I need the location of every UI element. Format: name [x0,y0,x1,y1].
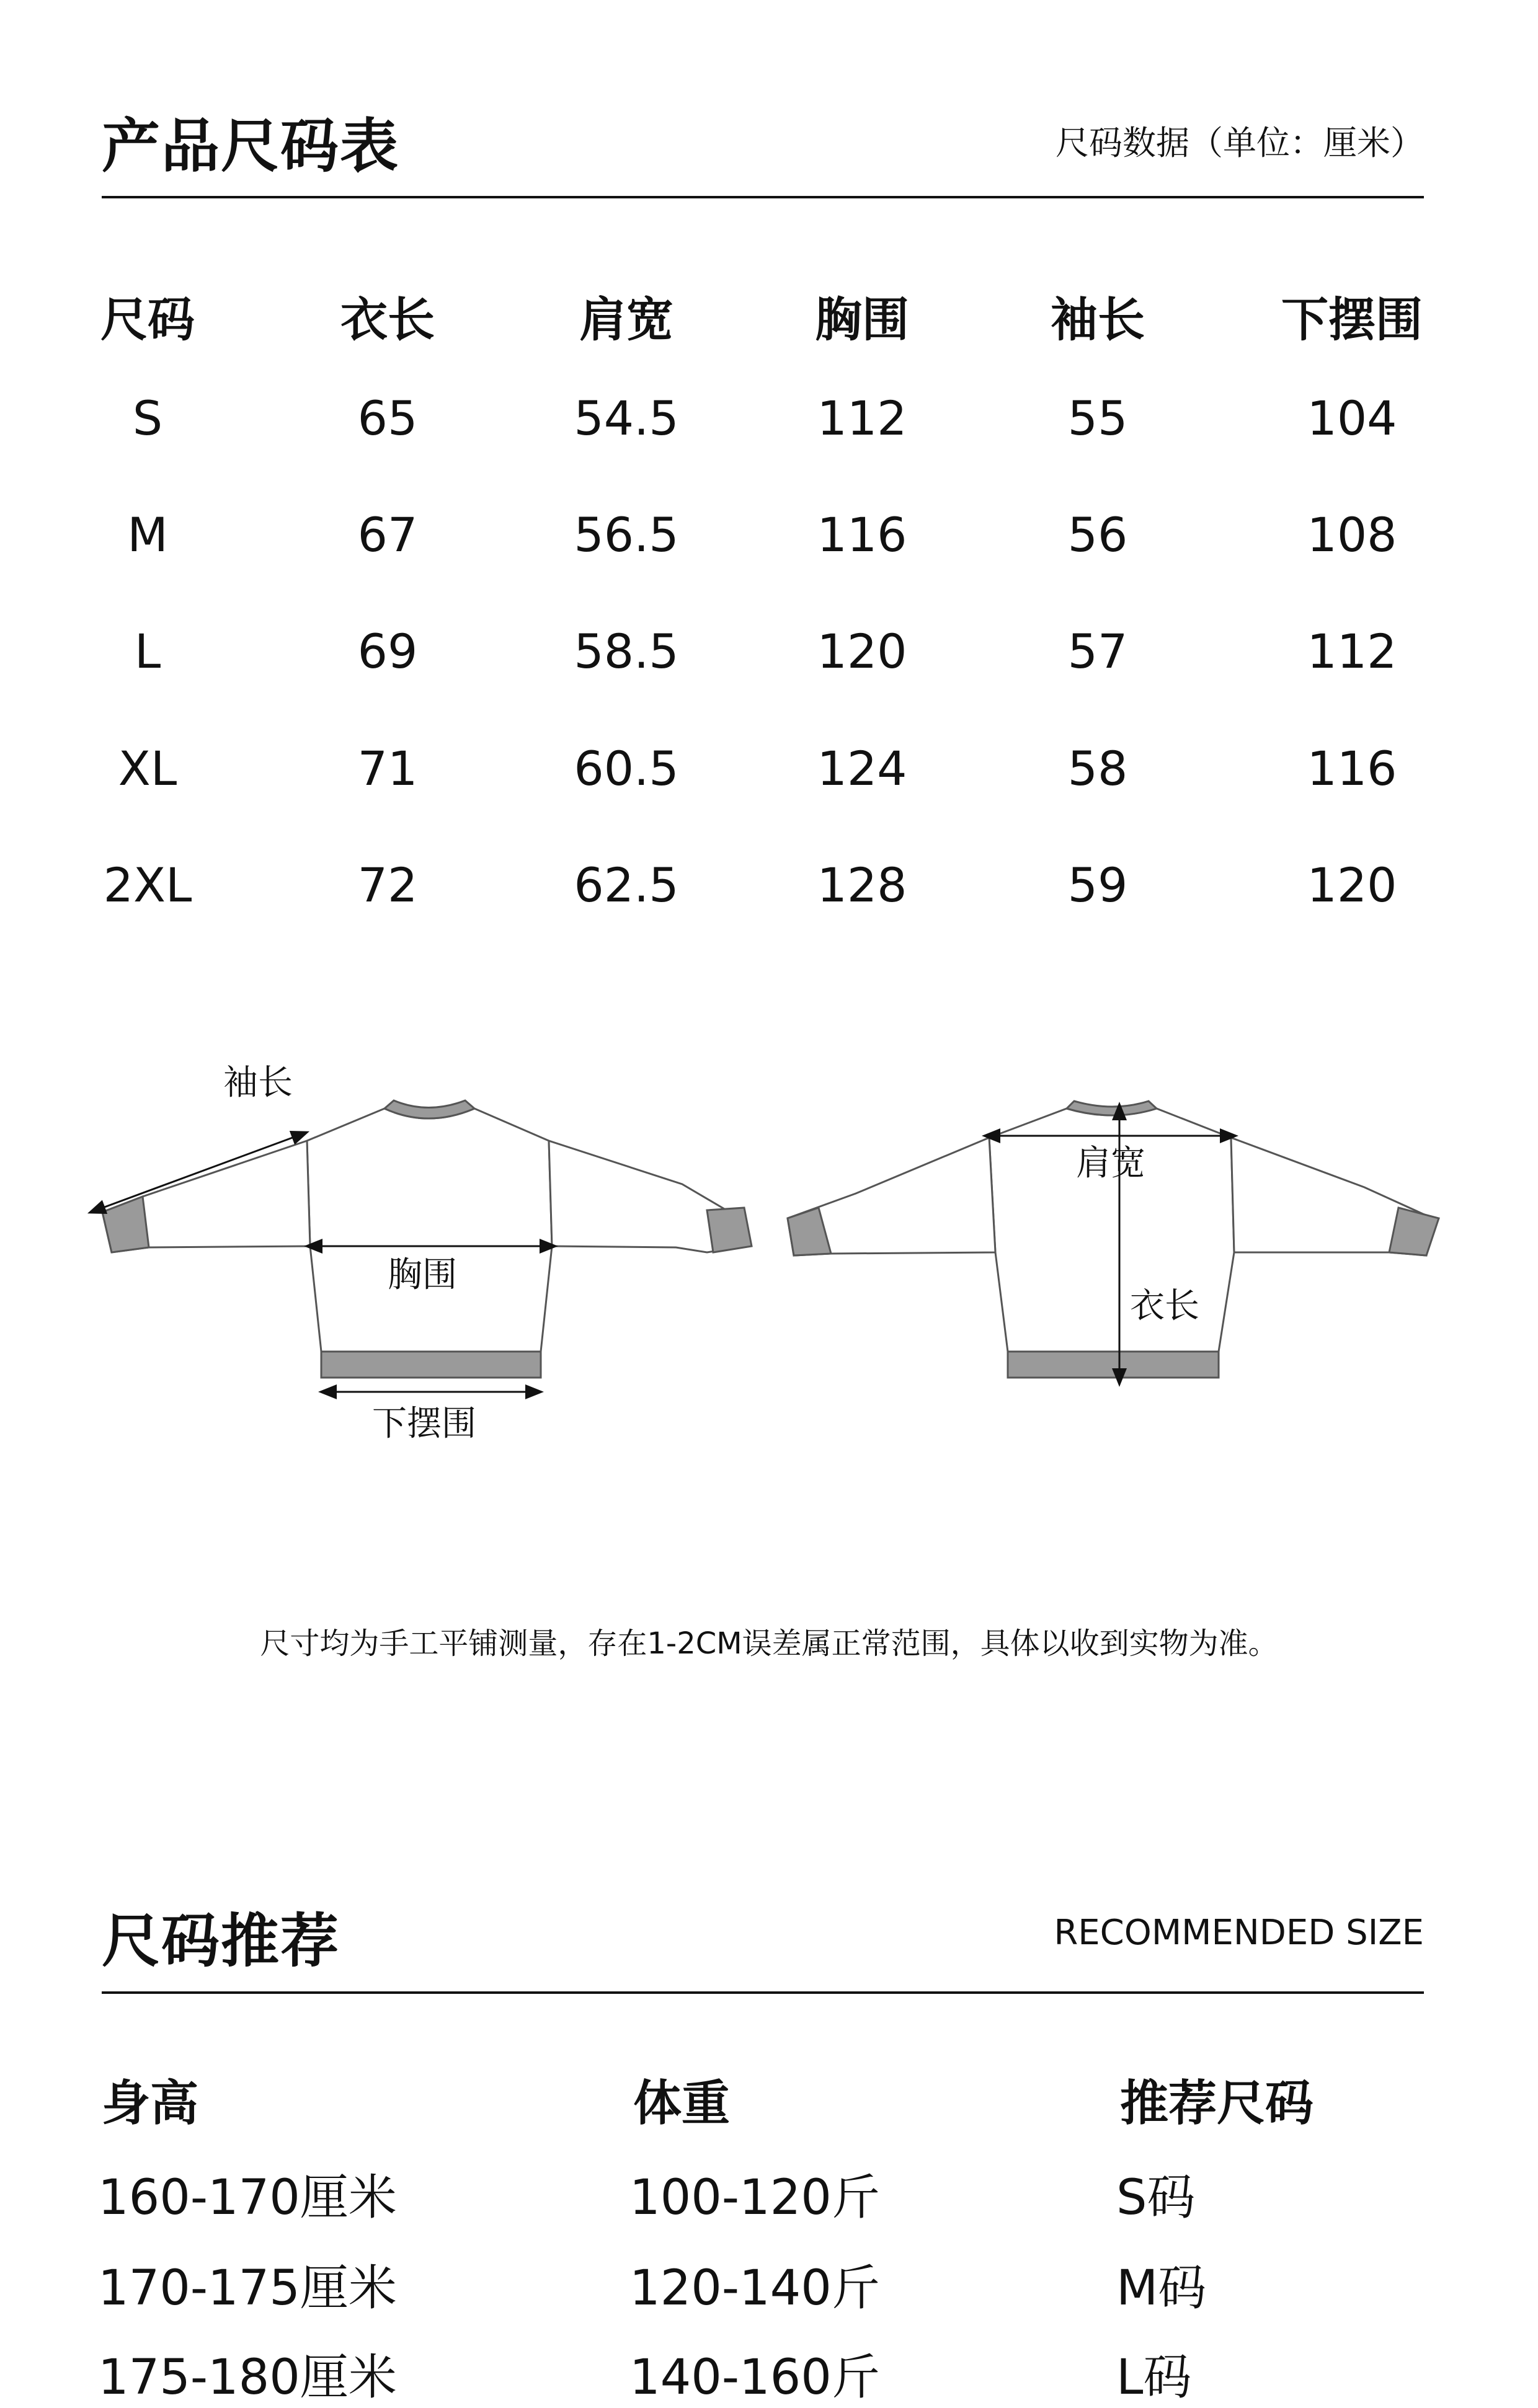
recommend-cell-size: M码 [1116,2260,1207,2316]
recommend-cell-size: S码 [1116,2170,1196,2226]
size-cell-hem: 112 [1307,624,1397,679]
size-cell-size: S [132,391,163,446]
size-cell-length: 71 [357,741,418,796]
size-cell-hem: 120 [1307,857,1397,913]
size-cell-length: 72 [357,857,418,913]
size-cell-chest: 124 [817,741,907,796]
size-cell-sleeve: 56 [1067,507,1128,562]
size-cell-hem: 108 [1307,507,1397,562]
size-header-shoulder: 肩宽 [579,292,673,347]
size-cell-chest: 116 [817,507,907,562]
back-length-label: 衣长 [1130,1286,1199,1326]
size-cell-shoulder: 58.5 [574,624,679,679]
size-cell-chest: 120 [817,624,907,679]
recommend-header-weight: 体重 [633,2076,731,2131]
size-cell-shoulder: 56.5 [574,507,679,562]
size-cell-hem: 104 [1307,391,1397,446]
front-chest-label: 胸围 [388,1255,457,1295]
recommend-cell-size: L码 [1116,2350,1192,2406]
size-cell-shoulder: 54.5 [574,391,679,446]
size-header-size: 尺码 [100,292,195,347]
recommend-title: 尺码推荐 [102,1908,340,1975]
size-cell-sleeve: 57 [1067,624,1128,679]
size-header-chest: 胸围 [815,292,909,347]
size-chart-title: 产品尺码表 [102,113,400,180]
size-cell-length: 69 [357,624,418,679]
size-chart-subtitle: 尺码数据（单位：厘米） [1056,123,1424,162]
recommend-cell-weight: 100-120斤 [629,2170,880,2226]
size-cell-shoulder: 60.5 [574,741,679,796]
size-cell-sleeve: 58 [1067,741,1128,796]
back-shoulder-label: 肩宽 [1076,1143,1145,1184]
recommend-header-height: 身高 [102,2076,199,2131]
size-cell-size: M [127,507,168,562]
recommend-cell-height: 175-180厘米 [98,2350,397,2406]
size-cell-sleeve: 59 [1067,857,1128,913]
size-cell-chest: 112 [817,391,907,446]
size-cell-chest: 128 [817,857,907,913]
size-header-sleeve: 袖长 [1051,292,1145,347]
size-header-length: 衣长 [340,292,435,347]
size-header-hem: 下摆围 [1281,292,1423,347]
size-cell-hem: 116 [1307,741,1397,796]
size-cell-sleeve: 55 [1067,391,1128,446]
recommend-cell-height: 160-170厘米 [98,2170,397,2226]
recommend-header-size: 推荐尺码 [1120,2076,1314,2131]
size-cell-size: L [134,624,161,679]
size-cell-length: 65 [357,391,418,446]
recommend-cell-weight: 120-140斤 [629,2260,880,2316]
front-sleeve-label: 袖长 [223,1063,293,1103]
front-hem-label: 下摆围 [372,1404,476,1444]
measurement-note: 尺寸均为手工平铺测量，存在1-2CM误差属正常范围，具体以收到实物为准。 [260,1626,1278,1661]
size-cell-shoulder: 62.5 [574,857,679,913]
recommend-subtitle: RECOMMENDED SIZE [1054,1913,1424,1953]
size-cell-size: 2XL [103,857,192,913]
recommend-cell-height: 170-175厘米 [98,2260,397,2316]
recommend-cell-weight: 140-160斤 [629,2350,880,2406]
size-cell-size: XL [118,741,177,796]
size-cell-length: 67 [357,507,418,562]
